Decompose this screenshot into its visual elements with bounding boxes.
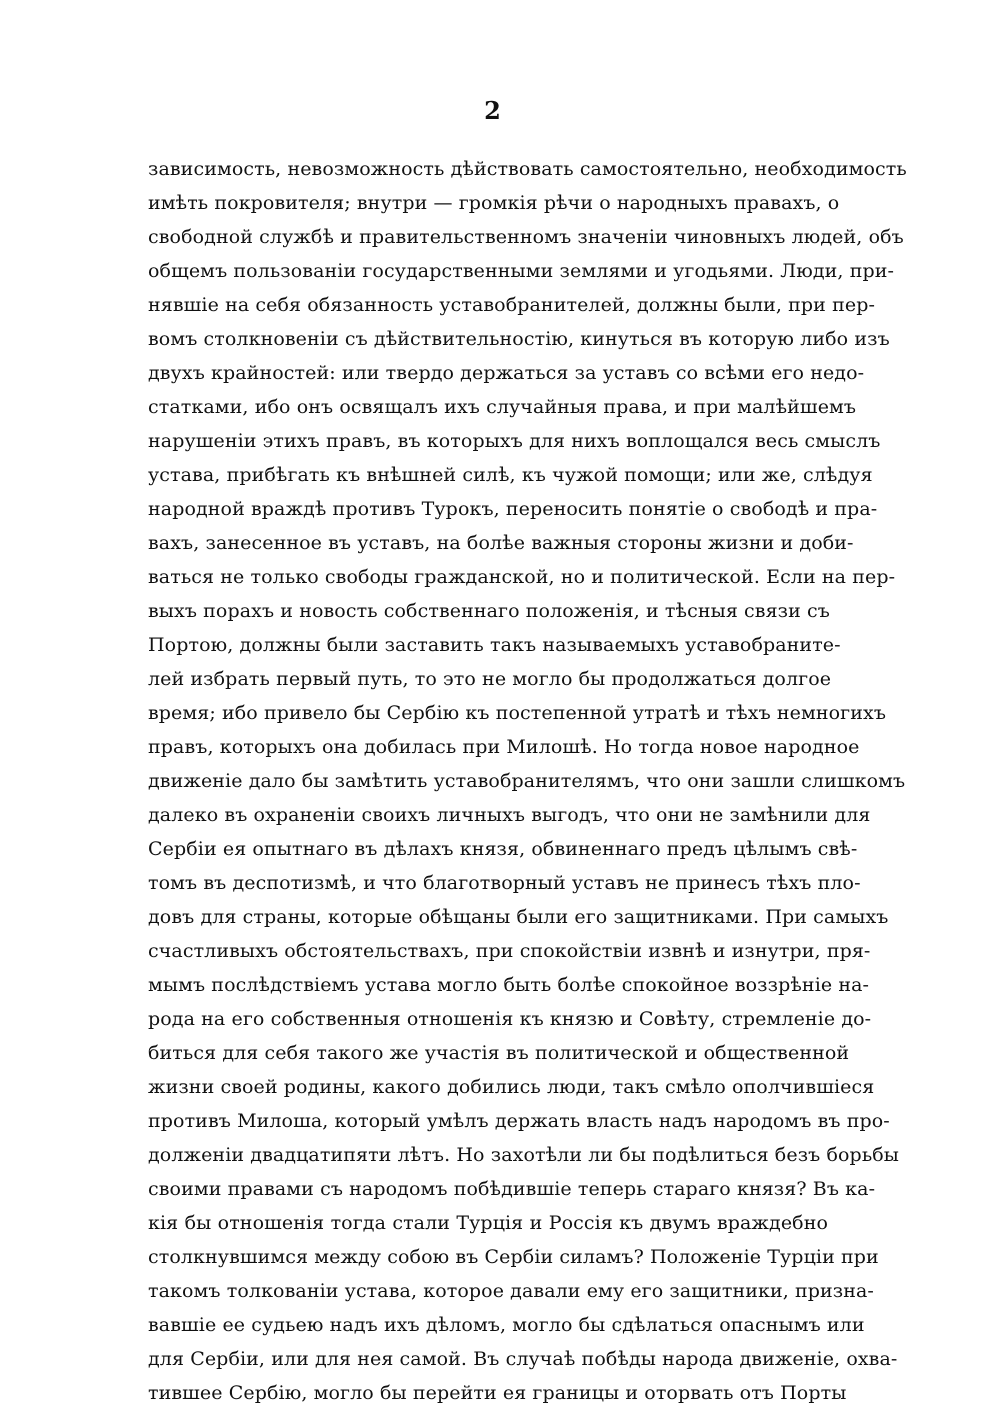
text-line: общемъ пользованіи государственными землями и угодьями. Люди, при- xyxy=(148,260,895,282)
text-line: имѣть покровителя; внутри — громкія рѣчи о народныхъ правахъ, о xyxy=(148,192,840,214)
text-line: ваться не только свободы гражданской, но и политической. Если на пер- xyxy=(148,566,896,588)
text-line: правъ, которыхъ она добилась при Милошѣ. Но тогда новое народное xyxy=(148,736,860,758)
text-line: тившее Сербію, могло бы перейти ея границы и оторвать отъ Порты xyxy=(148,1382,847,1404)
text-line: далеко въ охраненіи своихъ личныхъ выгодъ, что они не замѣнили для xyxy=(148,804,871,826)
text-line: Портою, должны были заставить такъ называемыхъ уставобраните- xyxy=(148,634,841,656)
page-number: 2 xyxy=(484,96,501,125)
text-line: нарушеніи этихъ правъ, въ которыхъ для нихъ воплощался весь смыслъ xyxy=(148,430,881,452)
text-line: биться для себя такого же участія въ политической и общественной xyxy=(148,1042,850,1064)
text-line: двухъ крайностей: или твердо держаться за уставъ со всѣми его недо- xyxy=(148,362,865,384)
text-line: вахъ, занесенное въ уставъ, на болѣе важныя стороны жизни и доби- xyxy=(148,532,854,554)
text-line: Сербіи ея опытнаго въ дѣлахъ князя, обвиненнаго предъ цѣлымъ свѣ- xyxy=(148,838,858,860)
text-line: рода на его собственныя отношенія къ князю и Совѣту, стремленіе до- xyxy=(148,1008,872,1030)
text-line: народной враждѣ противъ Турокъ, переносить понятіе о свободѣ и пра- xyxy=(148,498,878,520)
text-line: вавшіе ее судьею надъ ихъ дѣломъ, могло бы сдѣлаться опаснымъ или xyxy=(148,1314,865,1336)
text-line: свободной службѣ и правительственномъ значеніи чиновныхъ людей, объ xyxy=(148,226,904,248)
text-line: своими правами съ народомъ побѣдившіе теперь стараго князя? Въ ка- xyxy=(148,1178,876,1200)
text-line: противъ Милоша, который умѣлъ держать власть надъ народомъ въ про- xyxy=(148,1110,890,1132)
text-line: время; ибо привело бы Сербію къ постепенной утратѣ и тѣхъ немногихъ xyxy=(148,702,887,724)
text-line: счастливыхъ обстоятельствахъ, при спокойствіи извнѣ и изнутри, пря- xyxy=(148,940,871,962)
text-line: долженіи двадцатипяти лѣтъ. Но захотѣли ли бы подѣлиться безъ борьбы xyxy=(148,1144,900,1166)
text-line: для Сербіи, или для нея самой. Въ случаѣ побѣды народа движеніе, охва- xyxy=(148,1348,898,1370)
text-line: столкнувшимся между собою въ Сербіи силамъ? Положеніе Турціи при xyxy=(148,1246,879,1268)
text-line: томъ въ деспотизмѣ, и что благотворный уставъ не принесъ тѣхъ пло- xyxy=(148,872,861,894)
text-line: выхъ порахъ и новость собственнаго положенія, и тѣсныя связи съ xyxy=(148,600,830,622)
text-line: движеніе дало бы замѣтить уставобранителямъ, что они зашли слишкомъ xyxy=(148,770,906,792)
text-line: устава, прибѣгать къ внѣшней силѣ, къ чужой помощи; или же, слѣдуя xyxy=(148,464,873,486)
text-line: мымъ послѣдствіемъ устава могло быть болѣе спокойное воззрѣніе на- xyxy=(148,974,870,996)
text-line: статками, ибо онъ освящалъ ихъ случайныя права, и при малѣйшемъ xyxy=(148,396,857,418)
text-line: зависимость, невозможность дѣйствовать самостоятельно, необходимость xyxy=(148,158,907,180)
text-line: нявшіе на себя обязанность уставобранителей, должны были, при пер- xyxy=(148,294,875,316)
body-text xyxy=(148,152,907,1410)
text-line: вомъ столкновеніи съ дѣйствительностію, кинуться въ которую либо изъ xyxy=(148,328,890,350)
text-line: кія бы отношенія тогда стали Турція и Россія къ двумъ враждебно xyxy=(148,1212,828,1234)
text-line: лей избрать первый путь, то это не могло бы продолжаться долгое xyxy=(148,668,832,690)
text-line: довъ для страны, которые обѣщаны были его защитниками. При самыхъ xyxy=(148,906,889,928)
text-line: такомъ толкованіи устава, которое давали ему его защитники, призна- xyxy=(148,1280,874,1302)
text-line: жизни своей родины, какого добились люди, такъ смѣло ополчившіеся xyxy=(148,1076,875,1098)
